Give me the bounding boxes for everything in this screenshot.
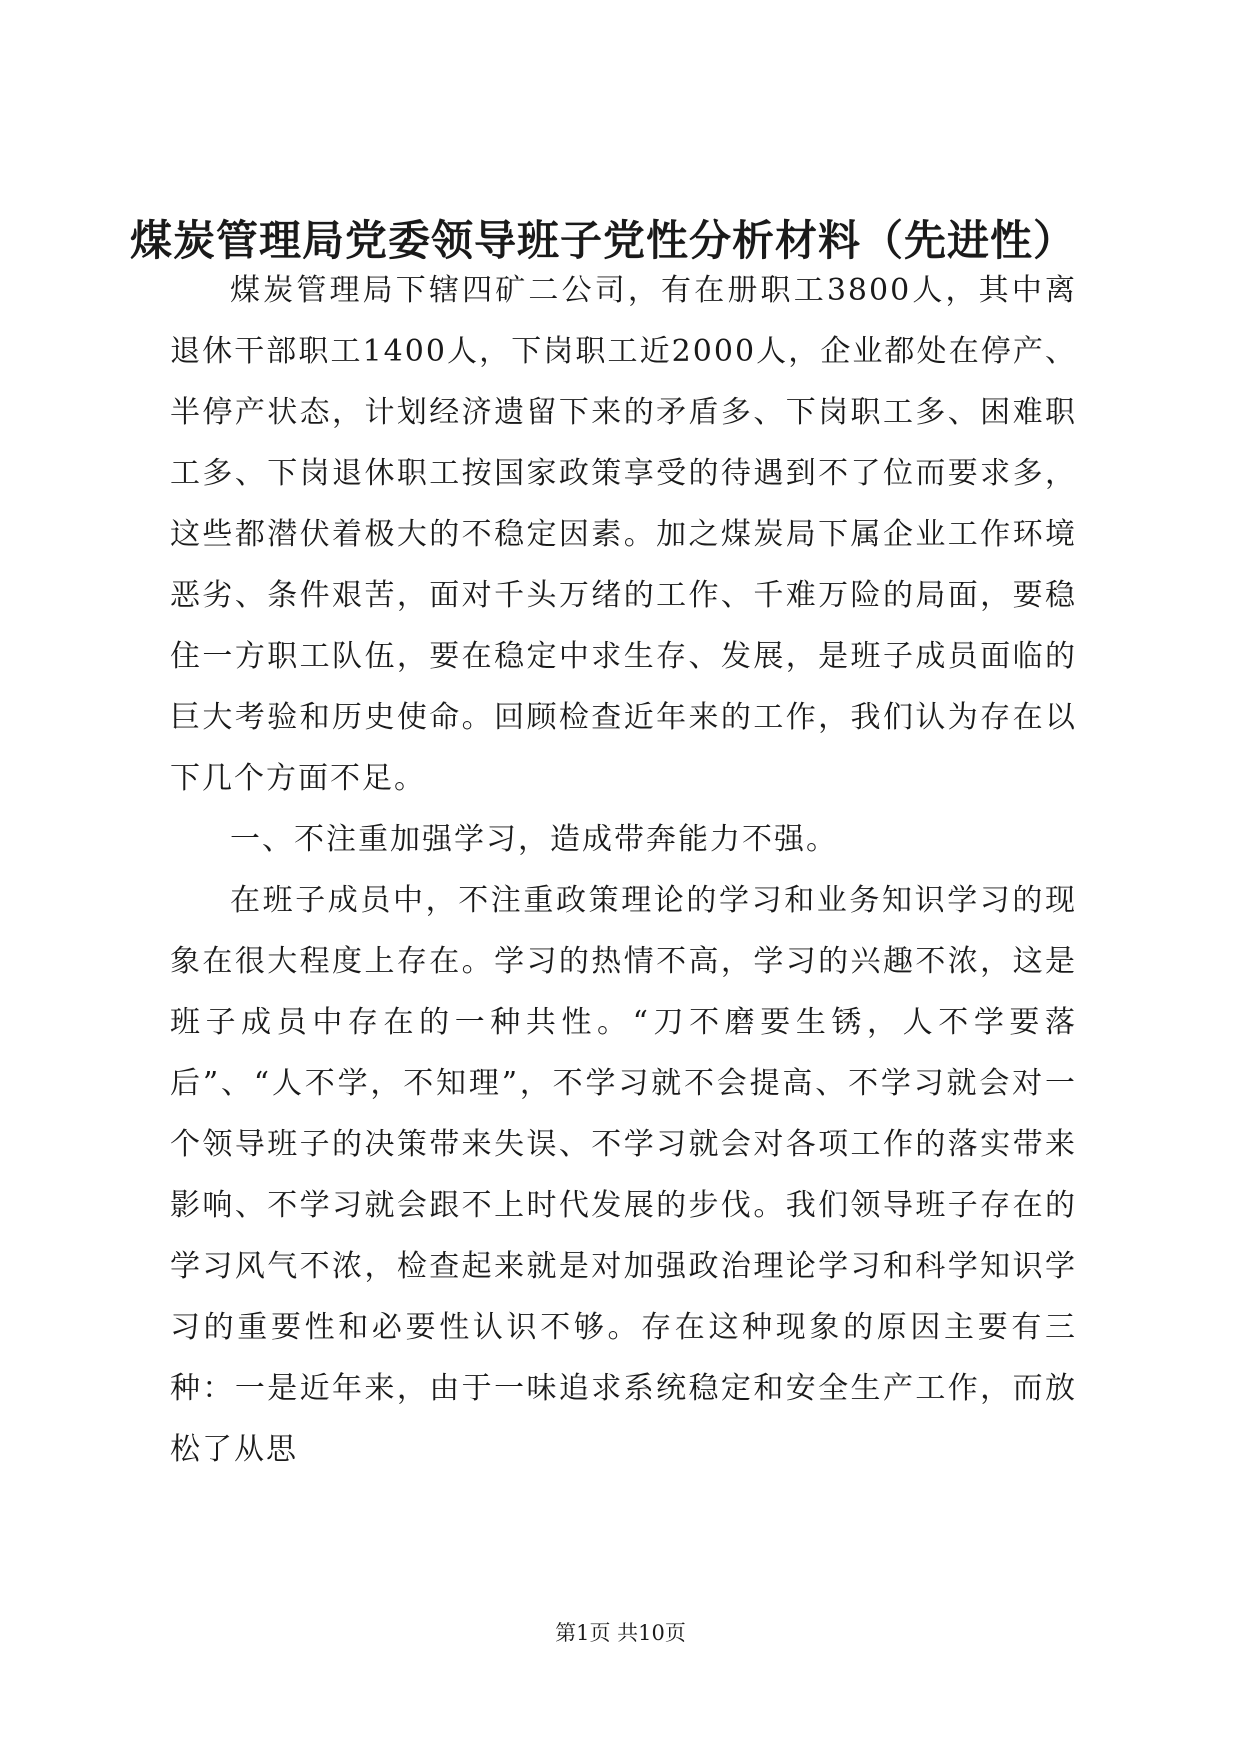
page-footer: 第1页 共10页: [555, 1621, 686, 1645]
section-heading: 一、不注重加强学习，造成带奔能力不强。: [230, 822, 838, 857]
intro-paragraph: 煤炭管理局下辖四矿二公司，有在册职工3800人，其中离退休干部职工1400人，下岗职工近2000人，企业都处在停产、半停产状态，计划经济遗留下来的矛盾多、下岗职工多、困难职工多、下岗退休职工按国家政策享受的待遇到不了位而要求多，这些都潜伏着极大的不稳定因素。加之煤炭局下属企业工作环境恶劣、条件艰苦，面对千头万绪的工作、千难万险的局面，要稳住一方职工队伍，要在稳定中求生存、发展，是班子成员面临的巨大考验和历史使命。回顾检查近年来的工作，我们认为存在以下几个方面不足。: [170, 273, 1077, 796]
document-body: [170, 260, 1077, 1480]
body-paragraph: 在班子成员中，不注重政策理论的学习和业务知识学习的现象在很大程度上存在。学习的热情不高，学习的兴趣不浓，这是班子成员中存在的一种共性。“刀不磨要生锈，人不学要落后”、“人不学，不知理”，不学习就不会提高、不学习就会对一个领导班子的决策带来失误、不学习就会对各项工作的落实带来影响、不学习就会跟不上时代发展的步伐。我们领导班子存在的学习风气不浓，检查起来就是对加强政治理论学习和科学知识学习的重要性和必要性认识不够。存在这种现象的原因主要有三种：一是近年来，由于一味追求系统稳定和安全生产工作，而放松了从思: [170, 883, 1077, 1467]
document-title: 煤炭管理局党委领导班子党性分析材料（先进性）: [130, 216, 1077, 265]
